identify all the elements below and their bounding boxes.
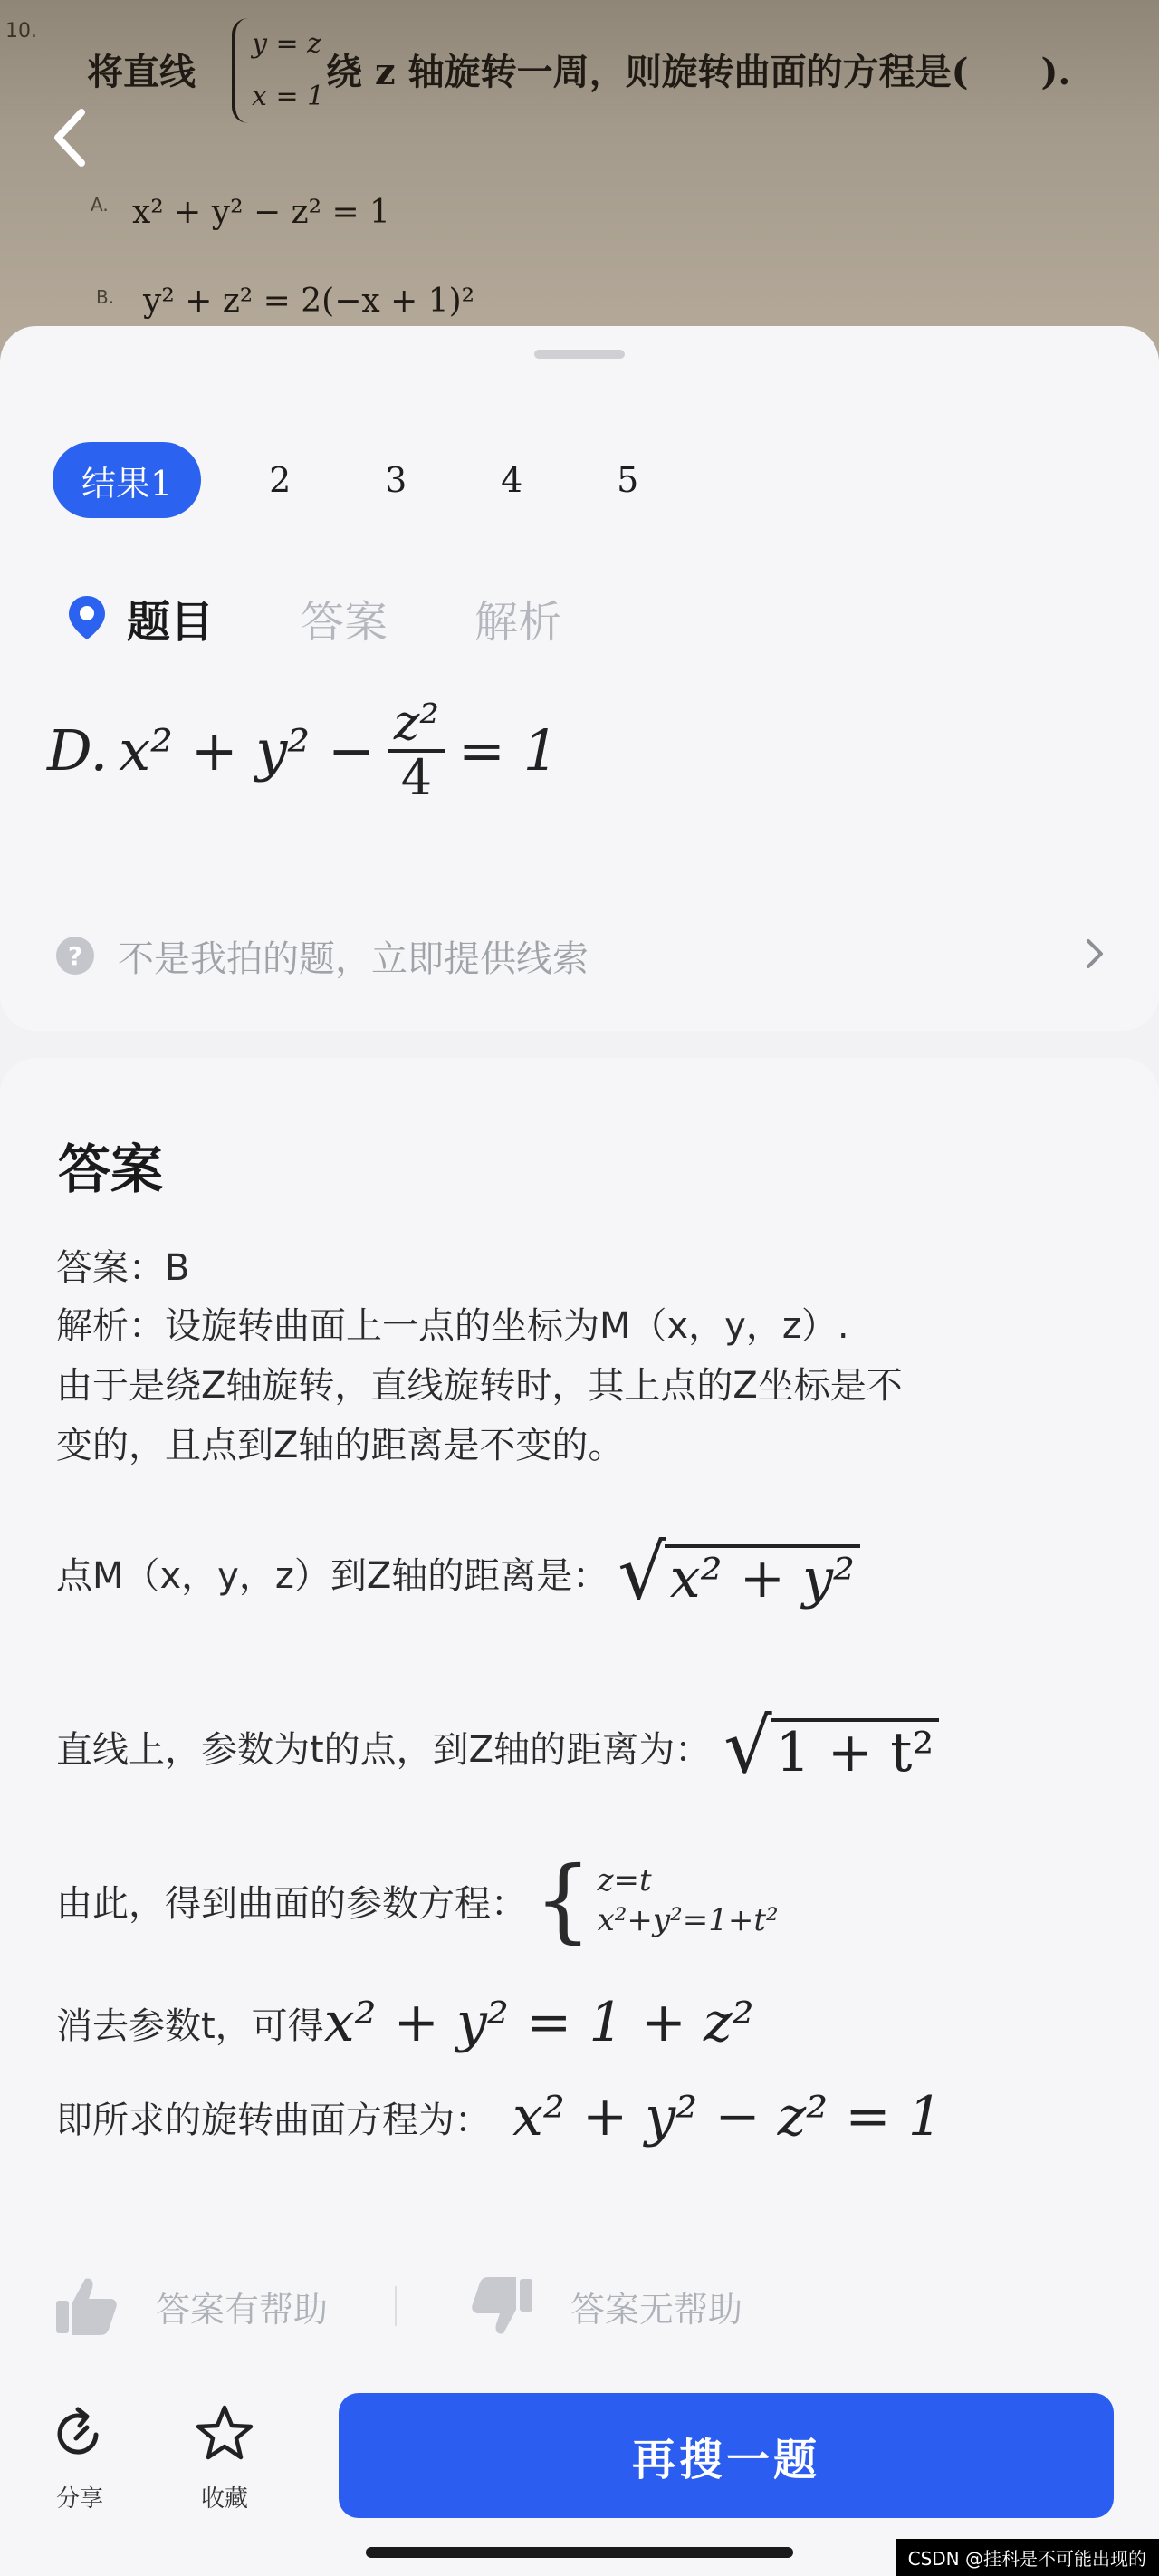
search-again-button[interactable]: 再搜一题 [339,2393,1114,2518]
answer-line: 答案：B [56,1247,190,1289]
parameter-sqrt [723,1702,939,1791]
chevron-left-icon [43,101,98,174]
chevron-right-icon [1083,936,1106,976]
distance-line [56,1528,860,1617]
share-button[interactable] [51,2404,109,2514]
analysis-line: 解析：设旋转曲面上一点的坐标为M（x，y，z）. [56,1305,849,1347]
sqrt-symbol: √ [723,1702,772,1791]
option-d-prefix: D. [47,717,109,784]
equation-row-2: x²+y²=1+t² [597,1902,779,1938]
equation-line [56,1847,779,1953]
question-option-d [47,694,560,806]
share-icon [51,2404,109,2462]
tab-answer[interactable]: 答案 [301,596,388,648]
report-wrong-question-row[interactable] [56,924,1106,987]
parameter-math: 1 + t² [771,1718,940,1784]
favorite-label: 收藏 [200,2485,248,2513]
section-tabs [67,582,648,654]
tab-result-2[interactable]: 2 [269,460,292,500]
parametric-system [534,1847,779,1953]
star-icon [196,2404,254,2462]
question-suffix: 绕 z 轴旋转一周，则旋转曲面的方程是( ). [326,51,1071,93]
tab-result-1[interactable]: 结果1 [53,442,201,518]
favorite-button[interactable] [196,2404,254,2514]
option-d-right: = 1 [457,717,560,784]
result-sheet [0,326,1159,1031]
sqrt-symbol: √ [618,1528,666,1617]
back-button[interactable] [43,101,98,174]
option-b-label: B. [96,286,115,308]
helpful-label: 答案有帮助 [156,2289,329,2330]
question-mark-icon: ? [56,937,94,975]
answer-card [0,1058,1159,2576]
not-helpful-button[interactable] [469,2273,742,2339]
eliminate-text: 消去参数t，可得 [56,2004,324,2047]
distance-math: x² + y² [665,1544,860,1610]
not-helpful-label: 答案无帮助 [570,2289,743,2330]
divider [395,2286,397,2326]
option-a-text: x² + y² − z² = 1 [132,194,390,231]
equation-row-1: z=t [597,1862,652,1898]
question-prefix: 将直线 [87,51,196,93]
tab-question[interactable]: 题目 [127,596,215,648]
line-system [232,18,324,123]
distance-sqrt [618,1528,860,1617]
helpful-feedback-row [54,2270,1105,2342]
system-line-1: y = z [252,28,321,60]
eliminate-line [56,1991,754,2054]
home-indicator[interactable] [366,2547,793,2558]
final-text: 即所求的旋转曲面方程为： [56,2099,491,2141]
parameter-line [56,1702,939,1791]
watermark: CSDN @挂科是不可能出现的 [896,2539,1159,2576]
helpful-button[interactable] [54,2273,328,2339]
parameter-text: 直线上，参数为t的点，到Z轴的距离为： [56,1728,712,1771]
thumbs-up-icon [54,2273,120,2339]
fraction-numerator: z² [393,694,439,751]
option-d-left: x² + y² − [119,717,375,784]
question-photo [0,0,1159,362]
option-a-label: A. [91,194,109,216]
final-line [56,2085,943,2148]
system-line-2: x = 1 [252,81,325,112]
fraction-denominator: 4 [400,748,433,806]
analysis-line-4: 变的，且点到Z轴的距离是不变的。 [56,1425,625,1466]
question-number: 10. [5,20,37,43]
analysis-line-3: 由于是绕Z轴旋转，直线旋转时，其上点的Z坐标是不 [56,1365,903,1407]
tab-result-5[interactable]: 5 [617,460,639,500]
thumbs-down-icon [469,2273,534,2339]
option-d-fraction [388,694,445,806]
final-math: x² + y² − z² = 1 [512,2085,943,2148]
equation-text: 由此，得到曲面的参数方程： [56,1882,527,1925]
brace-symbol: { [534,1847,592,1953]
tab-result-3[interactable]: 3 [385,460,407,500]
eliminate-math: x² + y² = 1 + z² [323,1991,754,2054]
share-label: 分享 [55,2485,103,2513]
option-b-text: y² + z² = 2(−x + 1)² [143,283,475,320]
result-tabs [53,442,710,518]
tab-result-4[interactable]: 4 [501,460,523,500]
drag-handle[interactable] [534,350,625,359]
distance-text: 点M（x，y，z）到Z轴的距离是： [56,1554,609,1597]
report-text: 不是我拍的题，立即提供线索 [118,937,589,980]
location-pin-icon [67,594,107,641]
tab-analysis[interactable]: 解析 [474,596,562,648]
answer-heading: 答案 [58,1139,164,1200]
